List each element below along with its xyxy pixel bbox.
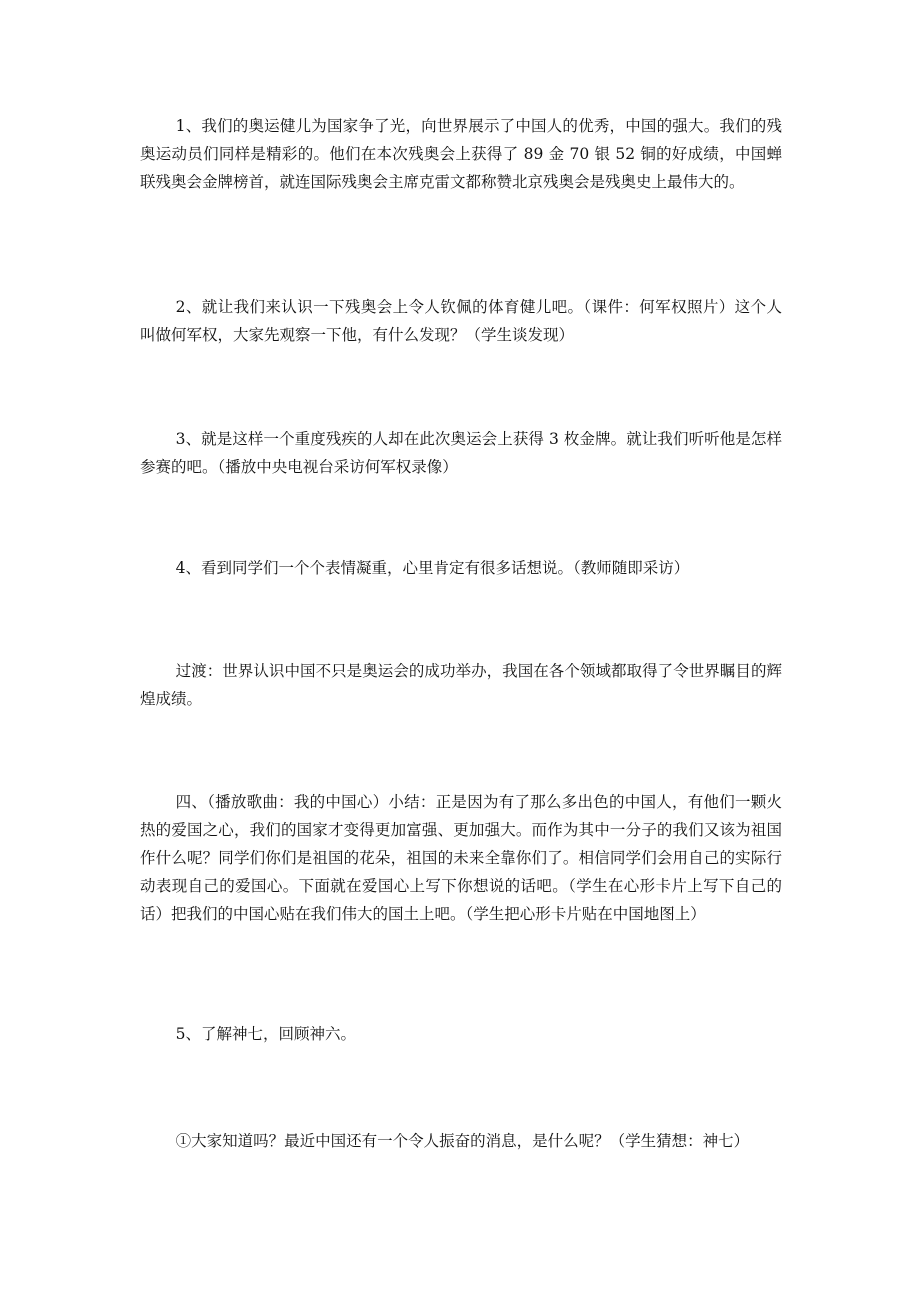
paragraph-2: 2、就让我们来认识一下残奥会上令人钦佩的体育健儿吧。（课件：何军权照片）这个人叫做何军权，大家先观察一下他，有什么发现？（学生谈发现） [140, 298, 782, 344]
paragraph-section-4: 四、（播放歌曲：我的中国心）小结：正是因为有了那么多出色的中国人，有他们一颗火热的爱国之心，我们的国家才变得更加富强、更加强大。而作为其中一分子的我们又该为祖国作什么呢？同学们你们是祖国的花朵，祖国的未来全靠你们了。相信同学们会用自己的实际行动表现自己的爱国心。下面就在爱国心上写下你想说的话吧。（学生在心形卡片上写下自己的话）把我们的中国心贴在我们伟大的国土上吧。（学生把心形卡片贴在中国地图上） [140, 793, 782, 923]
paragraph-transition: 过渡：世界认识中国不只是奥运会的成功举办，我国在各个领域都取得了令世界瞩目的辉煌成绩。 [140, 662, 782, 708]
paragraph-4: 4、看到同学们一个个表情凝重，心里肯定有很多话想说。（教师随即采访） [175, 559, 690, 577]
paragraph-5: 5、了解神七，回顾神六。 [175, 1025, 357, 1043]
paragraph-3: 3、就是这样一个重度残疾的人却在此次奥运会上获得 3 枚金牌。就让我们听听他是怎样参赛的吧。（播放中央电视台采访何军权录像） [140, 430, 782, 476]
paragraph-1: 1、我们的奥运健儿为国家争了光，向世界展示了中国人的优秀，中国的强大。我们的残奥运动员们同样是精彩的。他们在本次残奥会上获得了 89 金 70 银 52 铜的好成绩，中国蝉联残奥会金牌榜首，就连国际残奥会主席克雷文都称赞北京残奥会是残奥史上最伟大的。 [140, 117, 782, 191]
paragraph-5-1: ①大家知道吗？最近中国还有一个令人振奋的消息，是什么呢？（学生猜想：神七） [175, 1132, 750, 1150]
